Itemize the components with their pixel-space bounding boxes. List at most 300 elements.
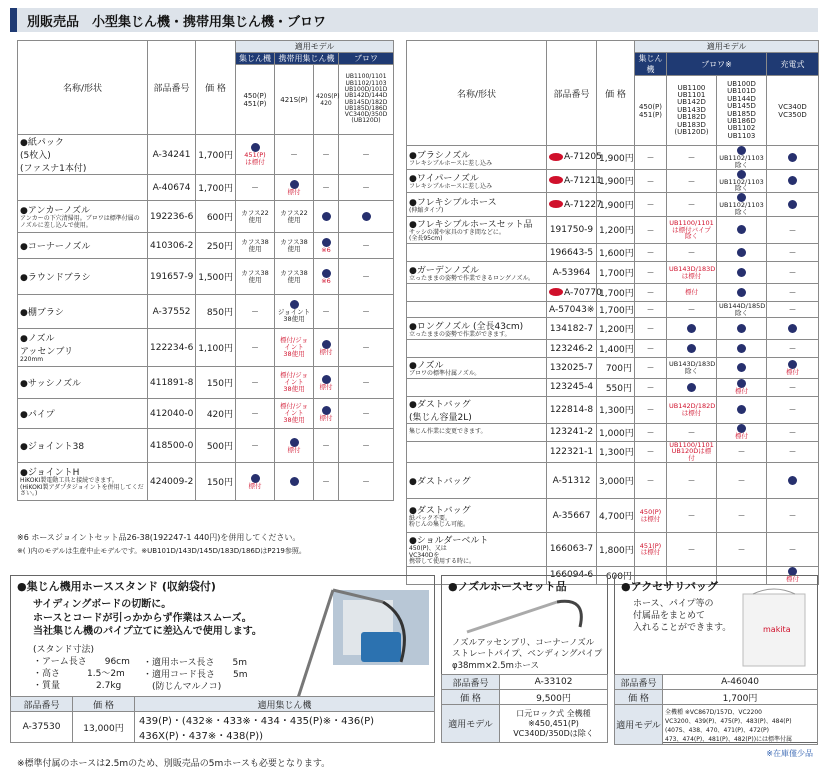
r-model-col-2: UB1100 UB1101 UB142D UB143D UB182D UB183D (UB120D) bbox=[667, 76, 717, 146]
part-name: ●ダストバッグ (集じん容量2L) bbox=[407, 396, 547, 423]
part-name: ●パイプ bbox=[18, 399, 148, 429]
availability-note: 標付 bbox=[287, 445, 301, 454]
availability-cell bbox=[767, 318, 819, 340]
availability-note: 標付 bbox=[319, 382, 333, 391]
accessory-bag-title: ●アクセサリバッグ bbox=[621, 580, 718, 593]
availability-cell bbox=[275, 259, 314, 295]
availability-cell bbox=[667, 396, 717, 423]
part-number: 424009-2 bbox=[148, 463, 196, 501]
part-number: 134182-7 bbox=[547, 318, 597, 340]
hose-stand-specs bbox=[33, 644, 130, 693]
availability-note: 標付 bbox=[735, 387, 748, 396]
accessory-bag-desc: ホース、パイプ等の 付属品をまとめて 入れることができます。 bbox=[633, 599, 732, 634]
part-name: ●ジョイント38 bbox=[18, 429, 148, 463]
availability-note: — bbox=[647, 344, 654, 353]
part-number: 166063-7 bbox=[547, 533, 597, 567]
availability-cell bbox=[667, 463, 717, 499]
model-col-3: 420S(P) 420 bbox=[314, 65, 339, 135]
accessory-bag-table bbox=[614, 674, 818, 745]
availability-note: — bbox=[362, 272, 370, 281]
part-name bbox=[407, 423, 547, 441]
availability-cell bbox=[767, 423, 819, 441]
availability-cell bbox=[767, 533, 819, 567]
part-note: フレキシブルホースに差し込み bbox=[409, 183, 493, 191]
nozzle-hose-set-box bbox=[441, 575, 608, 743]
availability-note: UB144D/185D除く bbox=[719, 301, 766, 317]
availability-note: — bbox=[647, 382, 654, 391]
availability-cell bbox=[767, 146, 819, 170]
part-price: 3,000円 bbox=[597, 463, 635, 499]
availability-note: 450(P) は標付 bbox=[639, 507, 662, 523]
availability-note: — bbox=[362, 343, 370, 352]
availability-cell bbox=[717, 302, 767, 318]
left-row bbox=[18, 201, 394, 233]
availability-dot bbox=[737, 363, 746, 372]
right-row bbox=[407, 441, 819, 462]
availability-note: — bbox=[647, 268, 654, 277]
availability-cell bbox=[339, 399, 394, 429]
left-row bbox=[18, 463, 394, 501]
availability-cell bbox=[767, 302, 819, 318]
availability-note: — bbox=[362, 307, 370, 316]
col-part-header: 部品番号 bbox=[148, 41, 196, 135]
ab-price: 1,700円 bbox=[663, 690, 818, 705]
page-title: 別販売品 小型集じん機・携帯用集じん機・ブロワ bbox=[27, 14, 327, 30]
accessory-bag-illustration bbox=[735, 586, 815, 670]
availability-note: — bbox=[290, 150, 298, 159]
availability-note: 標付/ジョイント 38使用 bbox=[279, 336, 309, 358]
availability-cell bbox=[667, 441, 717, 462]
availability-cell bbox=[635, 423, 667, 441]
part-price: 600円 bbox=[597, 566, 635, 584]
left-row bbox=[18, 295, 394, 329]
availability-note: — bbox=[688, 176, 695, 185]
availability-cell bbox=[667, 193, 717, 217]
availability-cell bbox=[314, 201, 339, 233]
availability-dot bbox=[737, 405, 746, 414]
availability-dot bbox=[788, 200, 797, 209]
availability-cell bbox=[275, 201, 314, 233]
availability-cell bbox=[635, 244, 667, 262]
ab-lbl-price: 価 格 bbox=[615, 690, 663, 705]
availability-note: — bbox=[647, 570, 654, 579]
availability-note: ※6 bbox=[321, 245, 331, 254]
part-name bbox=[18, 175, 148, 201]
right-row bbox=[407, 193, 819, 217]
hs-lbl-price: 価 格 bbox=[442, 690, 500, 705]
availability-cell bbox=[717, 146, 767, 170]
availability-cell bbox=[635, 533, 667, 567]
hose-stand-table bbox=[10, 696, 435, 743]
right-row bbox=[407, 302, 819, 318]
availability-cell bbox=[767, 284, 819, 302]
availability-cell bbox=[635, 216, 667, 243]
part-number: 122234-6 bbox=[148, 329, 196, 367]
availability-note: — bbox=[688, 248, 695, 257]
availability-note: 標付/ジョイント 38使用 bbox=[279, 402, 309, 424]
availability-note: UB1100/1101 は標付バイプ除く bbox=[669, 218, 714, 241]
availability-dot bbox=[737, 324, 746, 333]
stand-spec-height: ・高さ 1.5〜2m bbox=[33, 669, 125, 680]
hose-stand-desc-2: ホースとコードが引っかからず作業はスムーズ。 bbox=[33, 612, 252, 624]
availability-note: — bbox=[647, 225, 654, 234]
availability-dot bbox=[322, 212, 331, 221]
availability-cell bbox=[339, 367, 394, 399]
note-6: ※6 ホースジョイントセット品26-38(192247-1 440円)を併用してください。 bbox=[17, 533, 301, 542]
availability-cell bbox=[717, 284, 767, 302]
r-charge-header: 充電式 bbox=[767, 53, 819, 76]
availability-cell bbox=[767, 216, 819, 243]
hose-stand-specs-2 bbox=[143, 657, 248, 693]
part-note: 立ったままの姿勢で作業ができます。 bbox=[409, 330, 511, 338]
part-note: サッシの溝や家具のすき間などに。 (全長95cm) bbox=[409, 228, 505, 243]
availability-note: — bbox=[789, 248, 796, 257]
availability-note: UB142D/182D は標付 bbox=[669, 401, 716, 417]
r-model-col-4: VC340D VC350D bbox=[767, 76, 819, 146]
part-number: A-71227 bbox=[547, 193, 597, 217]
availability-cell bbox=[635, 340, 667, 358]
availability-note: — bbox=[362, 241, 370, 250]
availability-note: — bbox=[738, 447, 745, 456]
part-number: A-35667 bbox=[547, 499, 597, 533]
part-price: 1,700円 bbox=[597, 302, 635, 318]
availability-cell bbox=[339, 201, 394, 233]
part-name: ●ショルダーベルト 450(P)、又は VC340Dを 携帯して使用する時に。 bbox=[407, 533, 547, 567]
availability-cell bbox=[717, 463, 767, 499]
availability-cell bbox=[667, 146, 717, 170]
availability-note: — bbox=[647, 176, 654, 185]
availability-note: UB143D/183D は標付 bbox=[669, 264, 716, 280]
availability-note: — bbox=[789, 382, 796, 391]
part-number: A-40674 bbox=[148, 175, 196, 201]
availability-cell bbox=[635, 396, 667, 423]
stand-spec-arm: ・アーム長さ 96cm bbox=[33, 657, 130, 668]
stand-col-part: 部品番号 bbox=[11, 697, 73, 712]
availability-note: — bbox=[362, 378, 370, 387]
part-number: 123246-2 bbox=[547, 340, 597, 358]
availability-cell bbox=[236, 329, 275, 367]
availability-note: — bbox=[647, 405, 654, 414]
ab-lbl-model: 適用モデル bbox=[615, 705, 663, 745]
availability-cell bbox=[667, 358, 717, 379]
stock-note: ※在庫僅少品 bbox=[766, 749, 813, 758]
part-price: 1,700円 bbox=[597, 262, 635, 284]
part-price: 500円 bbox=[196, 429, 236, 463]
availability-cell bbox=[717, 216, 767, 243]
availability-cell bbox=[236, 463, 275, 501]
availability-cell bbox=[717, 340, 767, 358]
svg-text:makita: makita bbox=[763, 625, 791, 634]
availability-note: 451(P) は標付 bbox=[244, 151, 266, 166]
part-price: 1,300円 bbox=[597, 441, 635, 462]
availability-cell bbox=[275, 463, 314, 501]
part-number: 196643-5 bbox=[547, 244, 597, 262]
availability-cell bbox=[339, 175, 394, 201]
availability-cell bbox=[236, 259, 275, 295]
hs-price: 9,500円 bbox=[500, 690, 608, 705]
stand-spec-weight: ・質量 2.7kg bbox=[33, 681, 122, 692]
part-number: 122321-1 bbox=[547, 441, 597, 462]
availability-cell bbox=[717, 169, 767, 193]
availability-cell bbox=[667, 244, 717, 262]
ab-model: 全機種 ※VC867D/157D、VC2200 VC3200、439(P)、475(P)、483(P)、484(P) (407S、438、470、471(P)、472(P) 473、474(P)、481(P)、482(P))には標準付属 bbox=[663, 705, 818, 745]
availability-note: — bbox=[688, 427, 695, 436]
availability-note: — bbox=[688, 545, 695, 554]
availability-note: カフス22 使用 bbox=[280, 208, 308, 224]
hose-stand-desc bbox=[33, 598, 262, 639]
part-name: ●フレキシブルホース (伸縮タイプ) bbox=[407, 193, 547, 217]
part-number: A-51312 bbox=[547, 463, 597, 499]
availability-dot bbox=[362, 212, 371, 221]
part-number: A-34241 bbox=[148, 135, 196, 175]
availability-note: ※6 bbox=[321, 276, 331, 285]
part-price: 700円 bbox=[597, 358, 635, 379]
hose-stand-box bbox=[10, 575, 435, 743]
availability-note: — bbox=[322, 441, 330, 450]
availability-dot bbox=[788, 153, 797, 162]
availability-cell bbox=[314, 135, 339, 175]
availability-dot bbox=[687, 324, 696, 333]
part-name: ●アンカーノズル アンカーの下穴清掃用。ブロワは標準付属のノズルに差し込んで使用。 bbox=[18, 201, 148, 233]
hose-stand-title: ●集じん機用ホーススタンド (収納袋付) bbox=[17, 580, 216, 593]
part-price: 850円 bbox=[196, 295, 236, 329]
availability-cell bbox=[236, 135, 275, 175]
availability-cell bbox=[314, 233, 339, 259]
availability-cell bbox=[667, 262, 717, 284]
hose-stand-desc-1: サイディングボードの切断に。 bbox=[33, 599, 172, 610]
availability-cell bbox=[667, 216, 717, 243]
dust-collector-header: 集じん機 bbox=[236, 53, 275, 65]
left-row bbox=[18, 429, 394, 463]
availability-note: UB1102/1103除く bbox=[719, 177, 764, 193]
availability-dot bbox=[737, 225, 746, 234]
availability-note: — bbox=[647, 363, 654, 372]
availability-cell bbox=[314, 295, 339, 329]
availability-cell bbox=[635, 284, 667, 302]
availability-cell bbox=[275, 329, 314, 367]
availability-dot bbox=[687, 344, 696, 353]
availability-cell bbox=[717, 358, 767, 379]
new-badge bbox=[549, 153, 563, 161]
availability-cell bbox=[717, 378, 767, 396]
availability-cell bbox=[767, 463, 819, 499]
part-name: ●フレキシブルホースセット品 サッシの溝や家具のすき間などに。 (全長95cm) bbox=[407, 216, 547, 243]
nozzle-hose-set-desc: ノズルアッセンブリ、コーナーノズル ストレートパイプ、ベンディングパイプ φ38mm×2.5mホース bbox=[452, 638, 603, 671]
availability-note: — bbox=[688, 511, 695, 520]
availability-note: — bbox=[647, 427, 654, 436]
left-row bbox=[18, 329, 394, 367]
availability-cell bbox=[236, 175, 275, 201]
availability-cell bbox=[275, 233, 314, 259]
availability-cell bbox=[717, 499, 767, 533]
nozzle-hose-set-title: ●ノズルホースセット品 bbox=[448, 580, 567, 593]
availability-note: UB1102/1103除く bbox=[719, 201, 764, 217]
availability-cell bbox=[314, 329, 339, 367]
availability-cell bbox=[635, 441, 667, 462]
part-number: 411891-8 bbox=[148, 367, 196, 399]
availability-note: — bbox=[789, 344, 796, 353]
part-note: 集じん作業に変更できます。 bbox=[409, 427, 487, 435]
availability-dot bbox=[788, 476, 797, 485]
availability-note: — bbox=[322, 307, 330, 316]
availability-cell bbox=[236, 399, 275, 429]
availability-note: — bbox=[647, 476, 654, 485]
availability-cell bbox=[635, 146, 667, 170]
availability-cell bbox=[767, 169, 819, 193]
availability-dot bbox=[737, 268, 746, 277]
availability-note: — bbox=[789, 268, 796, 277]
ab-part: A-46040 bbox=[663, 675, 818, 690]
availability-cell bbox=[667, 499, 717, 533]
right-row bbox=[407, 499, 819, 533]
availability-cell bbox=[635, 169, 667, 193]
part-number: 123245-4 bbox=[547, 378, 597, 396]
availability-cell bbox=[717, 533, 767, 567]
part-note: 450(P)、又は VC340Dを 携帯して使用する時に。 bbox=[409, 545, 476, 566]
part-number: 191750-9 bbox=[547, 216, 597, 243]
right-row bbox=[407, 396, 819, 423]
r-model-col-1: 450(P) 451(P) bbox=[635, 76, 667, 146]
availability-cell bbox=[717, 244, 767, 262]
r-dust-header: 集じん機 bbox=[635, 53, 667, 76]
model-col-4: UB1100/1101 UB1102/1103 UB100D/101D UB142D/144D UB145D/182D UB185D/186D VC340D/350D (UB120D) bbox=[339, 65, 394, 135]
part-price: 1,400円 bbox=[597, 340, 635, 358]
part-price: 550円 bbox=[597, 378, 635, 396]
availability-note: — bbox=[647, 324, 654, 333]
stand-spec-cord: ・適用コード長さ 5m bbox=[143, 670, 248, 681]
left-row bbox=[18, 259, 394, 295]
right-row bbox=[407, 318, 819, 340]
hs-part: A-33102 bbox=[500, 675, 608, 690]
availability-note: — bbox=[251, 441, 259, 450]
part-name: ●紙パック (5枚入) (ファスナ1本付) bbox=[18, 135, 148, 175]
availability-cell bbox=[314, 463, 339, 501]
portable-header: 携帯用集じん機 bbox=[275, 53, 339, 65]
left-row bbox=[18, 135, 394, 175]
availability-note: 標付 bbox=[319, 347, 333, 356]
availability-note: 標付/ジョイント 38使用 bbox=[279, 371, 309, 393]
right-row bbox=[407, 244, 819, 262]
availability-note: — bbox=[738, 476, 745, 485]
part-number: 132025-7 bbox=[547, 358, 597, 379]
part-name: ●サッシノズル bbox=[18, 367, 148, 399]
accessory-bag-box bbox=[614, 575, 818, 758]
part-number: 191657-9 bbox=[148, 259, 196, 295]
part-name: ●ダストバッグ 紙パック不要。 粉じんの集じん可能。 bbox=[407, 499, 547, 533]
part-number: A-37552 bbox=[148, 295, 196, 329]
note-discontinued: ※( )内のモデルは生産中止モデルです。※UB101D/143D/145D/183D/186DはP219参照。 bbox=[17, 547, 306, 555]
availability-note: ジョイント 38使用 bbox=[277, 308, 311, 323]
part-note: HiKOKI製電動工具と接続できます。 (HiKOKI製アダプタジョイントを併用してください。) bbox=[20, 477, 144, 498]
availability-note: — bbox=[362, 183, 370, 192]
availability-note: — bbox=[322, 150, 330, 159]
availability-cell bbox=[767, 193, 819, 217]
availability-note: — bbox=[647, 305, 654, 314]
left-row bbox=[18, 367, 394, 399]
availability-dot bbox=[687, 383, 696, 392]
availability-cell bbox=[314, 429, 339, 463]
availability-note: — bbox=[362, 441, 370, 450]
stand-spec-hose: ・適用ホース長さ 5m bbox=[143, 658, 248, 668]
availability-cell bbox=[236, 429, 275, 463]
availability-note: 標付 bbox=[319, 413, 333, 422]
part-name bbox=[407, 441, 547, 462]
part-name: ●ジョイントH HiKOKI製電動工具と接続できます。 (HiKOKI製アダプタジョイントを併用してください。) bbox=[18, 463, 148, 501]
left-row bbox=[18, 233, 394, 259]
availability-cell bbox=[236, 367, 275, 399]
availability-cell bbox=[339, 233, 394, 259]
right-parts-table bbox=[406, 40, 819, 585]
availability-cell bbox=[667, 169, 717, 193]
part-price: 1,700円 bbox=[196, 175, 236, 201]
hs-model: 口元ロック式 全機種 ※450,451(P) VC340D/350Dは除く bbox=[500, 705, 608, 743]
part-price: 1,800円 bbox=[597, 533, 635, 567]
part-price: 250円 bbox=[196, 233, 236, 259]
availability-note: — bbox=[688, 476, 695, 485]
availability-cell bbox=[314, 175, 339, 201]
stand-models: 439(P)・(432※・433※・434・435(P)※・436(P) 436X(P)・437※・438(P)) bbox=[135, 712, 435, 743]
left-row bbox=[18, 175, 394, 201]
availability-note: — bbox=[738, 545, 745, 554]
availability-cell bbox=[635, 358, 667, 379]
availability-note: — bbox=[738, 511, 745, 520]
part-price: 420円 bbox=[196, 399, 236, 429]
availability-note: — bbox=[322, 183, 330, 192]
availability-note: カフス38 使用 bbox=[280, 268, 308, 284]
availability-note: UB1100/1101 UB120Dは標付 bbox=[669, 440, 714, 463]
availability-note: 標付 bbox=[287, 187, 301, 196]
availability-cell bbox=[275, 367, 314, 399]
availability-cell bbox=[767, 244, 819, 262]
part-price: 1,200円 bbox=[597, 318, 635, 340]
right-row bbox=[407, 169, 819, 193]
part-name: ●コーナーノズル bbox=[18, 233, 148, 259]
part-number: A-71205 bbox=[547, 146, 597, 170]
availability-dot bbox=[290, 477, 299, 486]
part-price: 1,600円 bbox=[597, 244, 635, 262]
part-number: 412040-0 bbox=[148, 399, 196, 429]
part-price: 1,700円 bbox=[196, 135, 236, 175]
availability-note: — bbox=[688, 570, 695, 579]
right-row bbox=[407, 216, 819, 243]
model-col-2: 421S(P) bbox=[275, 65, 314, 135]
part-note: フレキシブルホースに差し込み bbox=[409, 159, 493, 167]
model-col-1: 450(P) 451(P) bbox=[236, 65, 275, 135]
right-row bbox=[407, 146, 819, 170]
nozzle-hose-set-table bbox=[441, 674, 608, 743]
part-name: ●ノズル ブロワの標準付属ノズル。 bbox=[407, 358, 547, 379]
availability-note: 標付 bbox=[248, 481, 262, 490]
availability-cell bbox=[635, 193, 667, 217]
part-name: ●棚ブラシ bbox=[18, 295, 148, 329]
availability-note: — bbox=[362, 409, 370, 418]
part-price: 1,900円 bbox=[597, 169, 635, 193]
blower-header: ブロワ bbox=[339, 53, 394, 65]
part-number: A-53964 bbox=[547, 262, 597, 284]
availability-note: — bbox=[647, 447, 654, 456]
new-badge bbox=[549, 200, 563, 208]
part-name bbox=[407, 302, 547, 318]
availability-cell bbox=[275, 175, 314, 201]
hose-stand-illustration bbox=[273, 580, 433, 702]
part-note: 紙パック不要。 粉じんの集じん可能。 bbox=[409, 514, 470, 529]
availability-note: カフス38 使用 bbox=[241, 268, 269, 284]
availability-cell bbox=[339, 259, 394, 295]
availability-cell bbox=[767, 378, 819, 396]
availability-note: UB1102/1103除く bbox=[719, 154, 764, 169]
stand-part-number: A-37530 bbox=[11, 712, 73, 743]
availability-note: カフス38 使用 bbox=[241, 237, 269, 253]
